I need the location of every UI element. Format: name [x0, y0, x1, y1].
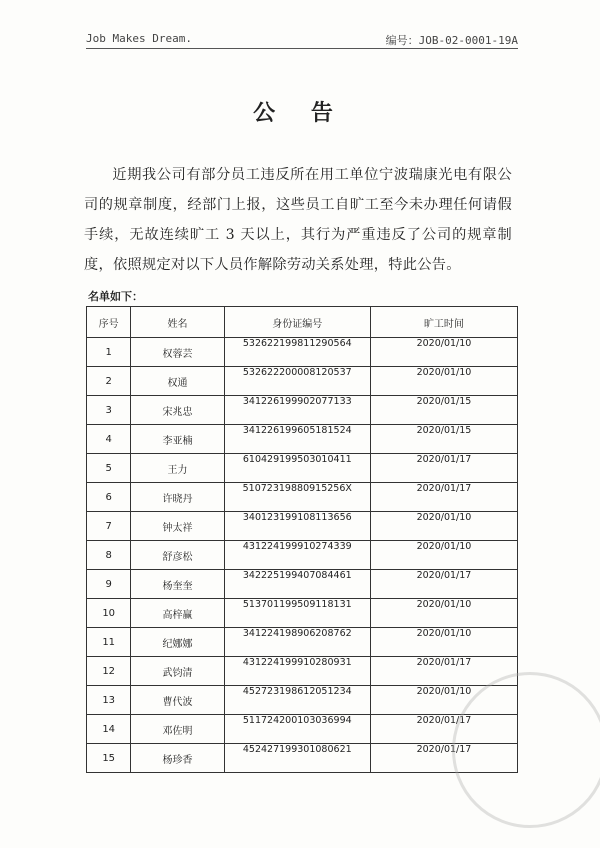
cell-id: 532622200008120537 [224, 367, 370, 396]
cell-date: 2020/01/17 [370, 454, 517, 483]
cell-date: 2020/01/10 [370, 686, 517, 715]
table-row [87, 396, 518, 425]
cell-name: 高梓赢 [131, 599, 224, 628]
cell-name: 钟太祥 [131, 512, 224, 541]
cell-date: 2020/01/17 [370, 483, 517, 512]
cell-date: 2020/01/10 [370, 628, 517, 657]
table-row [87, 483, 518, 512]
header-cell-name: 姓名 [131, 307, 224, 338]
cell-date: 2020/01/10 [370, 541, 517, 570]
table-row [87, 512, 518, 541]
cell-no: 3 [87, 396, 131, 425]
table-row [87, 570, 518, 599]
roster-table [86, 306, 518, 773]
cell-name: 杨珍香 [131, 744, 224, 773]
header-cell-date: 旷工时间 [370, 307, 517, 338]
table-row [87, 628, 518, 657]
cell-no: 1 [87, 338, 131, 367]
cell-id: 452427199301080621 [224, 744, 370, 773]
table-row [87, 599, 518, 628]
cell-name: 许晓丹 [131, 483, 224, 512]
cell-id: 610429199503010411 [224, 454, 370, 483]
list-label: 名单如下： [88, 290, 143, 303]
cell-date: 2020/01/17 [370, 570, 517, 599]
cell-no: 7 [87, 512, 131, 541]
cell-date: 2020/01/17 [370, 715, 517, 744]
table-row [87, 454, 518, 483]
cell-no: 6 [87, 483, 131, 512]
notice-body: 近期我公司有部分员工违反所在用工单位宁波瑞康光电有限公司的规章制度，经部门上报，这些员工自旷工至今未办理任何请假手续，无故连续旷工 3 天以上，其行为严重违反了公司的规章制度，依照规定对以下人员作解除劳动关系处理，特此公告。 [84, 167, 512, 273]
cell-name: 权通 [131, 367, 224, 396]
cell-no: 5 [87, 454, 131, 483]
cell-no: 4 [87, 425, 131, 454]
cell-no: 12 [87, 657, 131, 686]
header-slogan: Job Makes Dream. [86, 32, 192, 45]
table-header-row [87, 307, 518, 338]
cell-name: 邓佐明 [131, 715, 224, 744]
cell-name: 王力 [131, 454, 224, 483]
cell-no: 15 [87, 744, 131, 773]
table-row [87, 657, 518, 686]
cell-no: 9 [87, 570, 131, 599]
cell-name: 舒彦松 [131, 541, 224, 570]
cell-name: 宋兆忠 [131, 396, 224, 425]
cell-date: 2020/01/17 [370, 657, 517, 686]
document-number: 编号：JOB-02-0001-19A [385, 34, 518, 47]
cell-name: 纪娜娜 [131, 628, 224, 657]
header-cell-id: 身份证编号 [224, 307, 370, 338]
cell-date: 2020/01/10 [370, 367, 517, 396]
cell-id: 513701199509118131 [224, 599, 370, 628]
cell-id: 340123199108113656 [224, 512, 370, 541]
cell-date: 2020/01/15 [370, 425, 517, 454]
page-title: 公 告 [253, 101, 347, 126]
header-cell-no: 序号 [87, 307, 131, 338]
cell-id: 342225199407084461 [224, 570, 370, 599]
page-header [86, 28, 518, 49]
table-row [87, 425, 518, 454]
table-row [87, 338, 518, 367]
cell-id: 511724200103036994 [224, 715, 370, 744]
cell-id: 341224198906208762 [224, 628, 370, 657]
cell-id: 341226199605181524 [224, 425, 370, 454]
table-row [87, 715, 518, 744]
cell-date: 2020/01/10 [370, 338, 517, 367]
cell-date: 2020/01/15 [370, 396, 517, 425]
table-row [87, 367, 518, 396]
cell-name: 曹代波 [131, 686, 224, 715]
cell-no: 8 [87, 541, 131, 570]
cell-name: 杨奎奎 [131, 570, 224, 599]
cell-no: 13 [87, 686, 131, 715]
cell-id: 341226199902077133 [224, 396, 370, 425]
cell-name: 李亚楠 [131, 425, 224, 454]
cell-name: 权蓉芸 [131, 338, 224, 367]
cell-id: 51072319880915256X [224, 483, 370, 512]
table-row [87, 686, 518, 715]
table-row [87, 744, 518, 773]
cell-id: 452723198612051234 [224, 686, 370, 715]
cell-no: 14 [87, 715, 131, 744]
cell-id: 431224199910280931 [224, 657, 370, 686]
cell-no: 2 [87, 367, 131, 396]
cell-id: 532622199811290564 [224, 338, 370, 367]
cell-no: 10 [87, 599, 131, 628]
cell-name: 武钧清 [131, 657, 224, 686]
cell-date: 2020/01/10 [370, 599, 517, 628]
cell-id: 431224199910274339 [224, 541, 370, 570]
cell-date: 2020/01/10 [370, 512, 517, 541]
cell-no: 11 [87, 628, 131, 657]
cell-date: 2020/01/17 [370, 744, 517, 773]
table-row [87, 541, 518, 570]
